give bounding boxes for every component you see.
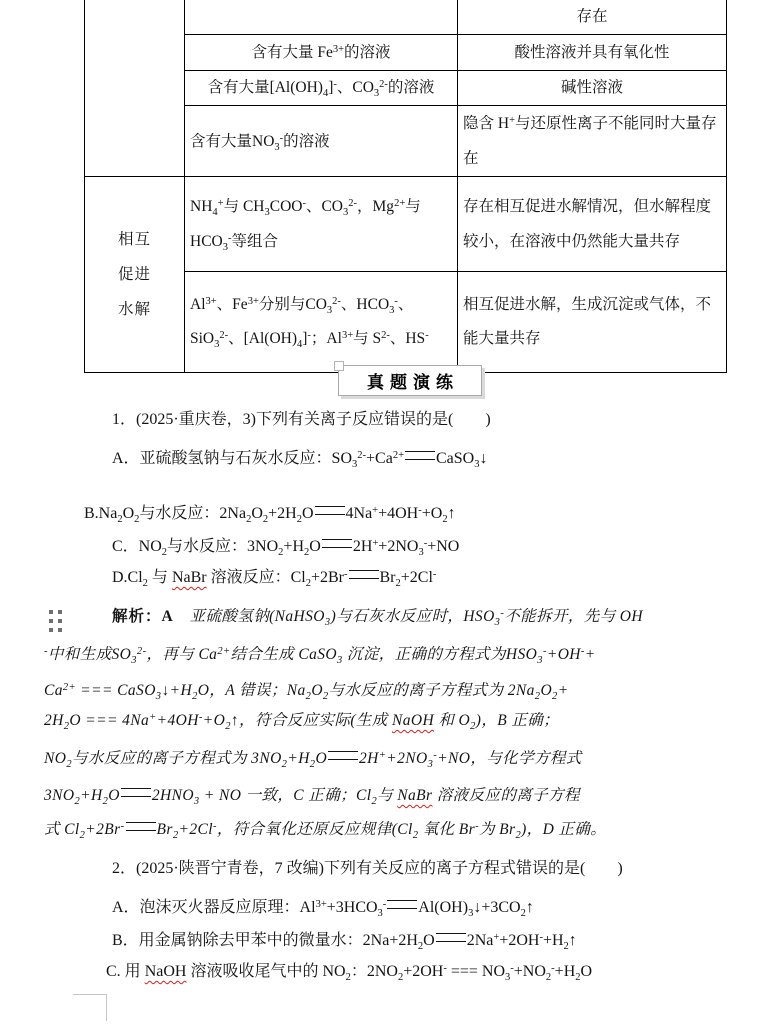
question-1-option-b: $B.Na_2O_2$与水反应：$2Na_2O_2+2H_2O$ $4Na^++4OH^-+O_2↑$ bbox=[84, 505, 456, 525]
question-2-stem: 2．(2025·陕晋宁青卷，7 改编)下列有关反应的离子方程式错误的是( ) bbox=[112, 860, 623, 877]
question-1-option-d: $D.Cl_2$ 与 NaBr 溶液反应：$Cl_2+2Br^-$ $Br_2+2Cl^-$ bbox=[112, 569, 437, 589]
table-cell-feature: 相互促进水解，生成沉淀或气体，不能大量共存 bbox=[458, 272, 727, 373]
table-cell-feature: 存在 bbox=[458, 0, 727, 35]
table-cell-condition: $Al^{3+}$、$Fe^{3+}$分别与$CO_3^{2-}$、$HCO_3^-$、SiO$_3^{2-}$、$[Al(OH)_4]^-$；$Al^{3+}$与 $S^{2-}$、HS- bbox=[185, 272, 458, 373]
analysis-line: $NO_2$与水反应的离子方程式为 $3NO_2+H_2O$ $2H^++2NO_3^-+NO$，与化学方程式 bbox=[44, 750, 582, 770]
table-cell-feature: 碱性溶液 bbox=[458, 71, 727, 106]
banner-label: 真题演练 bbox=[367, 373, 459, 392]
table-cell-condition: 含有大量 $Fe^{3+}$的溶液 bbox=[185, 35, 458, 71]
question-2-option-a: A．泡沫灭火器反应原理：$Al^{3+}+3HCO_3^-$ $Al(OH)_3↓+3CO_2↑$ bbox=[112, 899, 534, 919]
analysis-line: 解析：A 亚硫酸氢钠(NaHSO$_3$)与石灰水反应时，$HSO_3^-$不能拆开，先与 OH bbox=[112, 608, 643, 628]
question-1-option-a: A．亚硫酸氢钠与石灰水反应：$SO_3^{2-}+Ca^{2+}$ CaSO$_3$↓ bbox=[112, 450, 488, 470]
ion-coexistence-table bbox=[84, 0, 727, 373]
analysis-line: -中和生成$SO_3^{2-}$，再与 $Ca^{2+}$结合生成 CaSO$_3$ 沉淀，正确的方程式为$HSO_3^-+OH^-+$ bbox=[44, 646, 596, 666]
analysis-line: 式 $Cl_2+2Br^-$ $Br_2+2Cl^-$，符合氧化还原反应规律($Cl_2$ 氧化 Br-为 $Br_2$)，D 正确。 bbox=[44, 821, 607, 841]
table-cell-mutual-hydrolysis-header: 相互 促进 水解 bbox=[85, 177, 185, 373]
analysis-label: 解析：A bbox=[112, 608, 174, 625]
question-1-option-c: C．$NO_2$与水反应：$3NO_2+H_2O$ $2H^++2NO_3^-+NO$ bbox=[112, 538, 460, 558]
analysis-line: $2H_2O$ === $4Na^++4OH^-+O_2↑$，符合反应实际(生成 NaOH 和 $O_2$)，B 正确； bbox=[44, 712, 560, 732]
table-cell-feature: 酸性溶液并具有氧化性 bbox=[458, 35, 727, 71]
question-2-option-c: C. 用 NaOH 溶液吸收尾气中的 $NO_2$：$2NO_2+2OH^-$ === $NO_3^-+NO_2^-+H_2O$ bbox=[106, 963, 593, 983]
exam-practice-banner bbox=[338, 365, 482, 396]
table-cell-feature: 隐含 H+与还原性离子不能同时大量存在 bbox=[458, 106, 727, 177]
question-1-stem: 1．(2025·重庆卷，3)下列有关离子反应错误的是( ) bbox=[112, 411, 491, 428]
text-boundary-corner-mark bbox=[106, 994, 107, 1021]
table-cell-condition: $NH_4^+$与 $CH_3COO^-$、$CO_3^{2-}$，$Mg^{2+}$与$HCO_3^-$等组合 bbox=[185, 177, 458, 272]
drag-handle-icon[interactable] bbox=[49, 610, 62, 632]
question-2-option-b: B．用金属钠除去甲苯中的微量水：$2Na+2H_2O$ $2Na^++2OH^-+H_2↑$ bbox=[112, 932, 577, 952]
text-boundary-corner-mark bbox=[73, 994, 107, 995]
table-cell-condition: 含有大量$[Al(OH)_4]^-$、$CO_3^{2-}$的溶液 bbox=[185, 71, 458, 106]
banner-fold-corner-icon bbox=[334, 361, 344, 371]
table-cell-feature: 存在相互促进水解情况，但水解程度较小，在溶液中仍然能大量共存 bbox=[458, 177, 727, 272]
table-cell-condition bbox=[185, 0, 458, 35]
table-cell-condition: 含有大量$NO_3^-$的溶液 bbox=[185, 106, 458, 177]
table-cell-empty-header bbox=[85, 0, 185, 177]
analysis-line: $3NO_2+H_2O$ $2HNO_3$ + NO 一致，C 正确；$Cl_2$与 NaBr 溶液反应的离子方程 bbox=[44, 787, 580, 807]
analysis-line: $Ca^{2+}$ === $CaSO_3↓+H_2O$，A 错误；$Na_2O_2$与水反应的离子方程式为 $2Na_2O_2+$ bbox=[44, 682, 569, 702]
